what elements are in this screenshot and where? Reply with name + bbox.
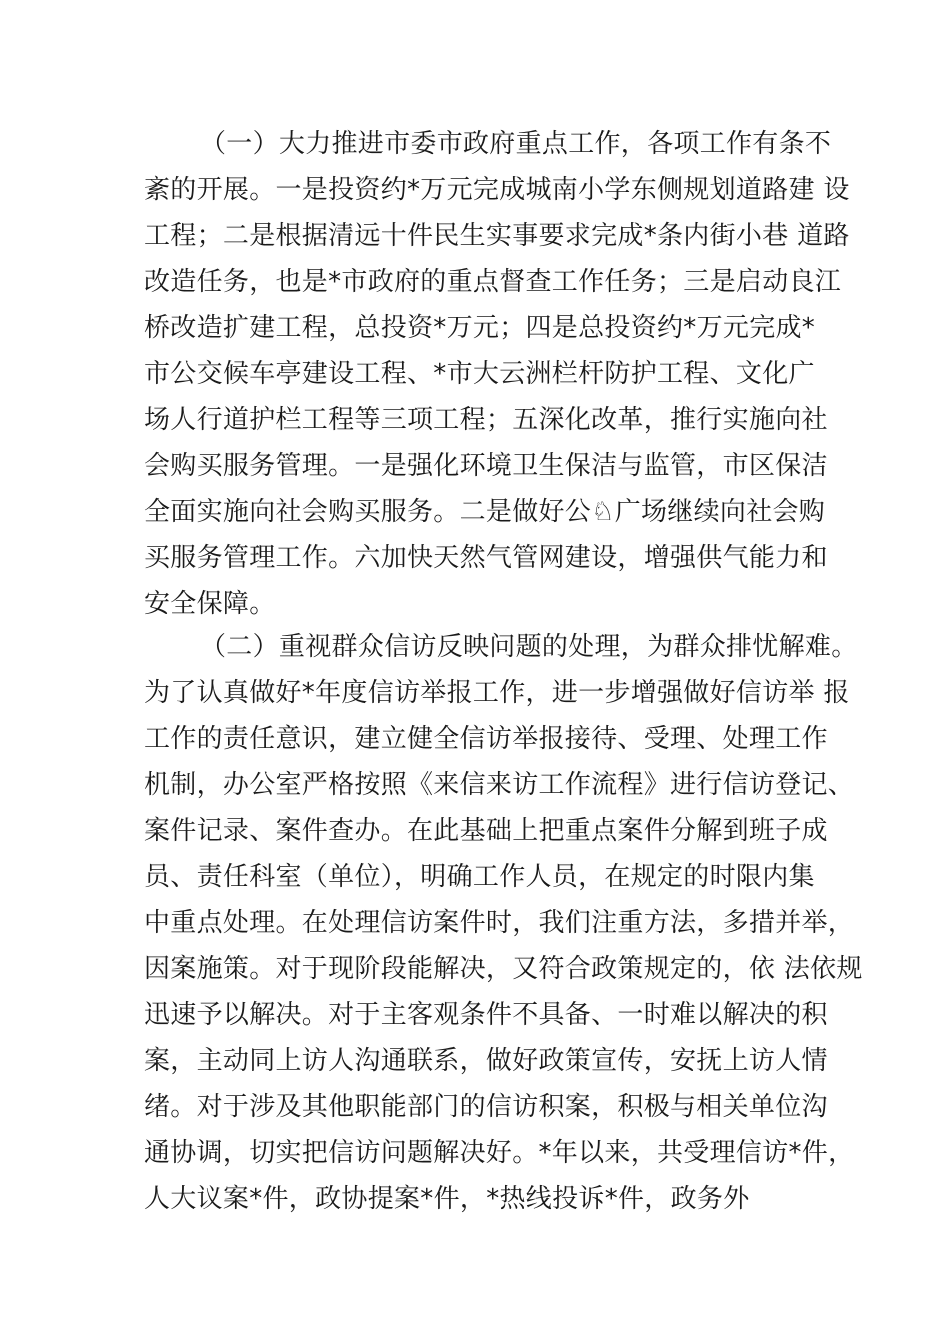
paragraph-1-line: 改造任务，也是*市政府的重点督查工作任务；三是启动良江 [144, 267, 842, 297]
paragraph-2-line: 中重点处理。在处理信访案件时，我们注重方法，多措并举， [144, 908, 855, 938]
paragraph-1-line: 买服务管理工作。六加快天然气管网建设，增强供气能力和 [144, 543, 828, 573]
paragraph-2-line: （二）重视群众信访反映问题的处理，为群众排忧解难。 [200, 632, 858, 662]
paragraph-2-line: 案件记录、案件查办。在此基础上把重点案件分解到班子成 [144, 816, 828, 846]
paragraph-2-line: 人大议案*件，政协提案*件，*热线投诉*件，政务外 [144, 1184, 750, 1214]
paragraph-1-line: 市公交候车亭建设工程、*市大云洲栏杆防护工程、文化广 [144, 359, 815, 389]
paragraph-1-line: 安全保障。 [144, 589, 276, 619]
paragraph-2-line: 因案施策。对于现阶段能解决，又符合政策规定的，依 法依规 [144, 954, 863, 984]
paragraph-2-line: 迅速予以解决。对于主客观条件不具备、一时难以解决的积 [144, 1000, 828, 1030]
paragraph-2-line: 员、责任科室（单位），明确工作人员，在规定的时限内集 [144, 862, 815, 892]
paragraph-2-line: 案，主动同上访人沟通联系，做好政策宣传，安抚上访人情 [144, 1046, 828, 1076]
paragraph-1-line: 全面实施向社会购买服务。二是做好公♘广场继续向社会购 [144, 497, 826, 527]
paragraph-1-line: 场人行道护栏工程等三项工程；五深化改革，推行实施向社 [144, 405, 828, 435]
paragraph-1-line: （一）大力推进市委市政府重点工作，各项工作有条不 [200, 129, 832, 159]
paragraph-2-line: 通协调，切实把信访问题解决好。*年以来，共受理信访*件， [144, 1138, 855, 1168]
paragraph-1-line: 会购买服务管理。一是强化环境卫生保洁与监管，市区保洁 [144, 451, 828, 481]
paragraph-2-line: 为了认真做好*年度信访举报工作，进一步增强做好信访举 报 [144, 678, 850, 708]
paragraph-2-line: 工作的责任意识，建立健全信访举报接待、受理、处理工作 [144, 724, 828, 754]
paragraph-1-line: 紊的开展。一是投资约*万元完成城南小学东侧规划道路建 设 [144, 175, 850, 205]
paragraph-2-line: 绪。对于涉及其他职能部门的信访积案，积极与相关单位沟 [144, 1092, 828, 1122]
paragraph-1-line: 桥改造扩建工程，总投资*万元；四是总投资约*万元完成* [144, 313, 816, 343]
paragraph-1-line: 工程；二是根据清远十件民生实事要求完成*条内街小巷 道路 [144, 221, 850, 251]
paragraph-2-line: 机制，办公室严格按照《来信来访工作流程》进行信访登记、 [144, 770, 855, 800]
